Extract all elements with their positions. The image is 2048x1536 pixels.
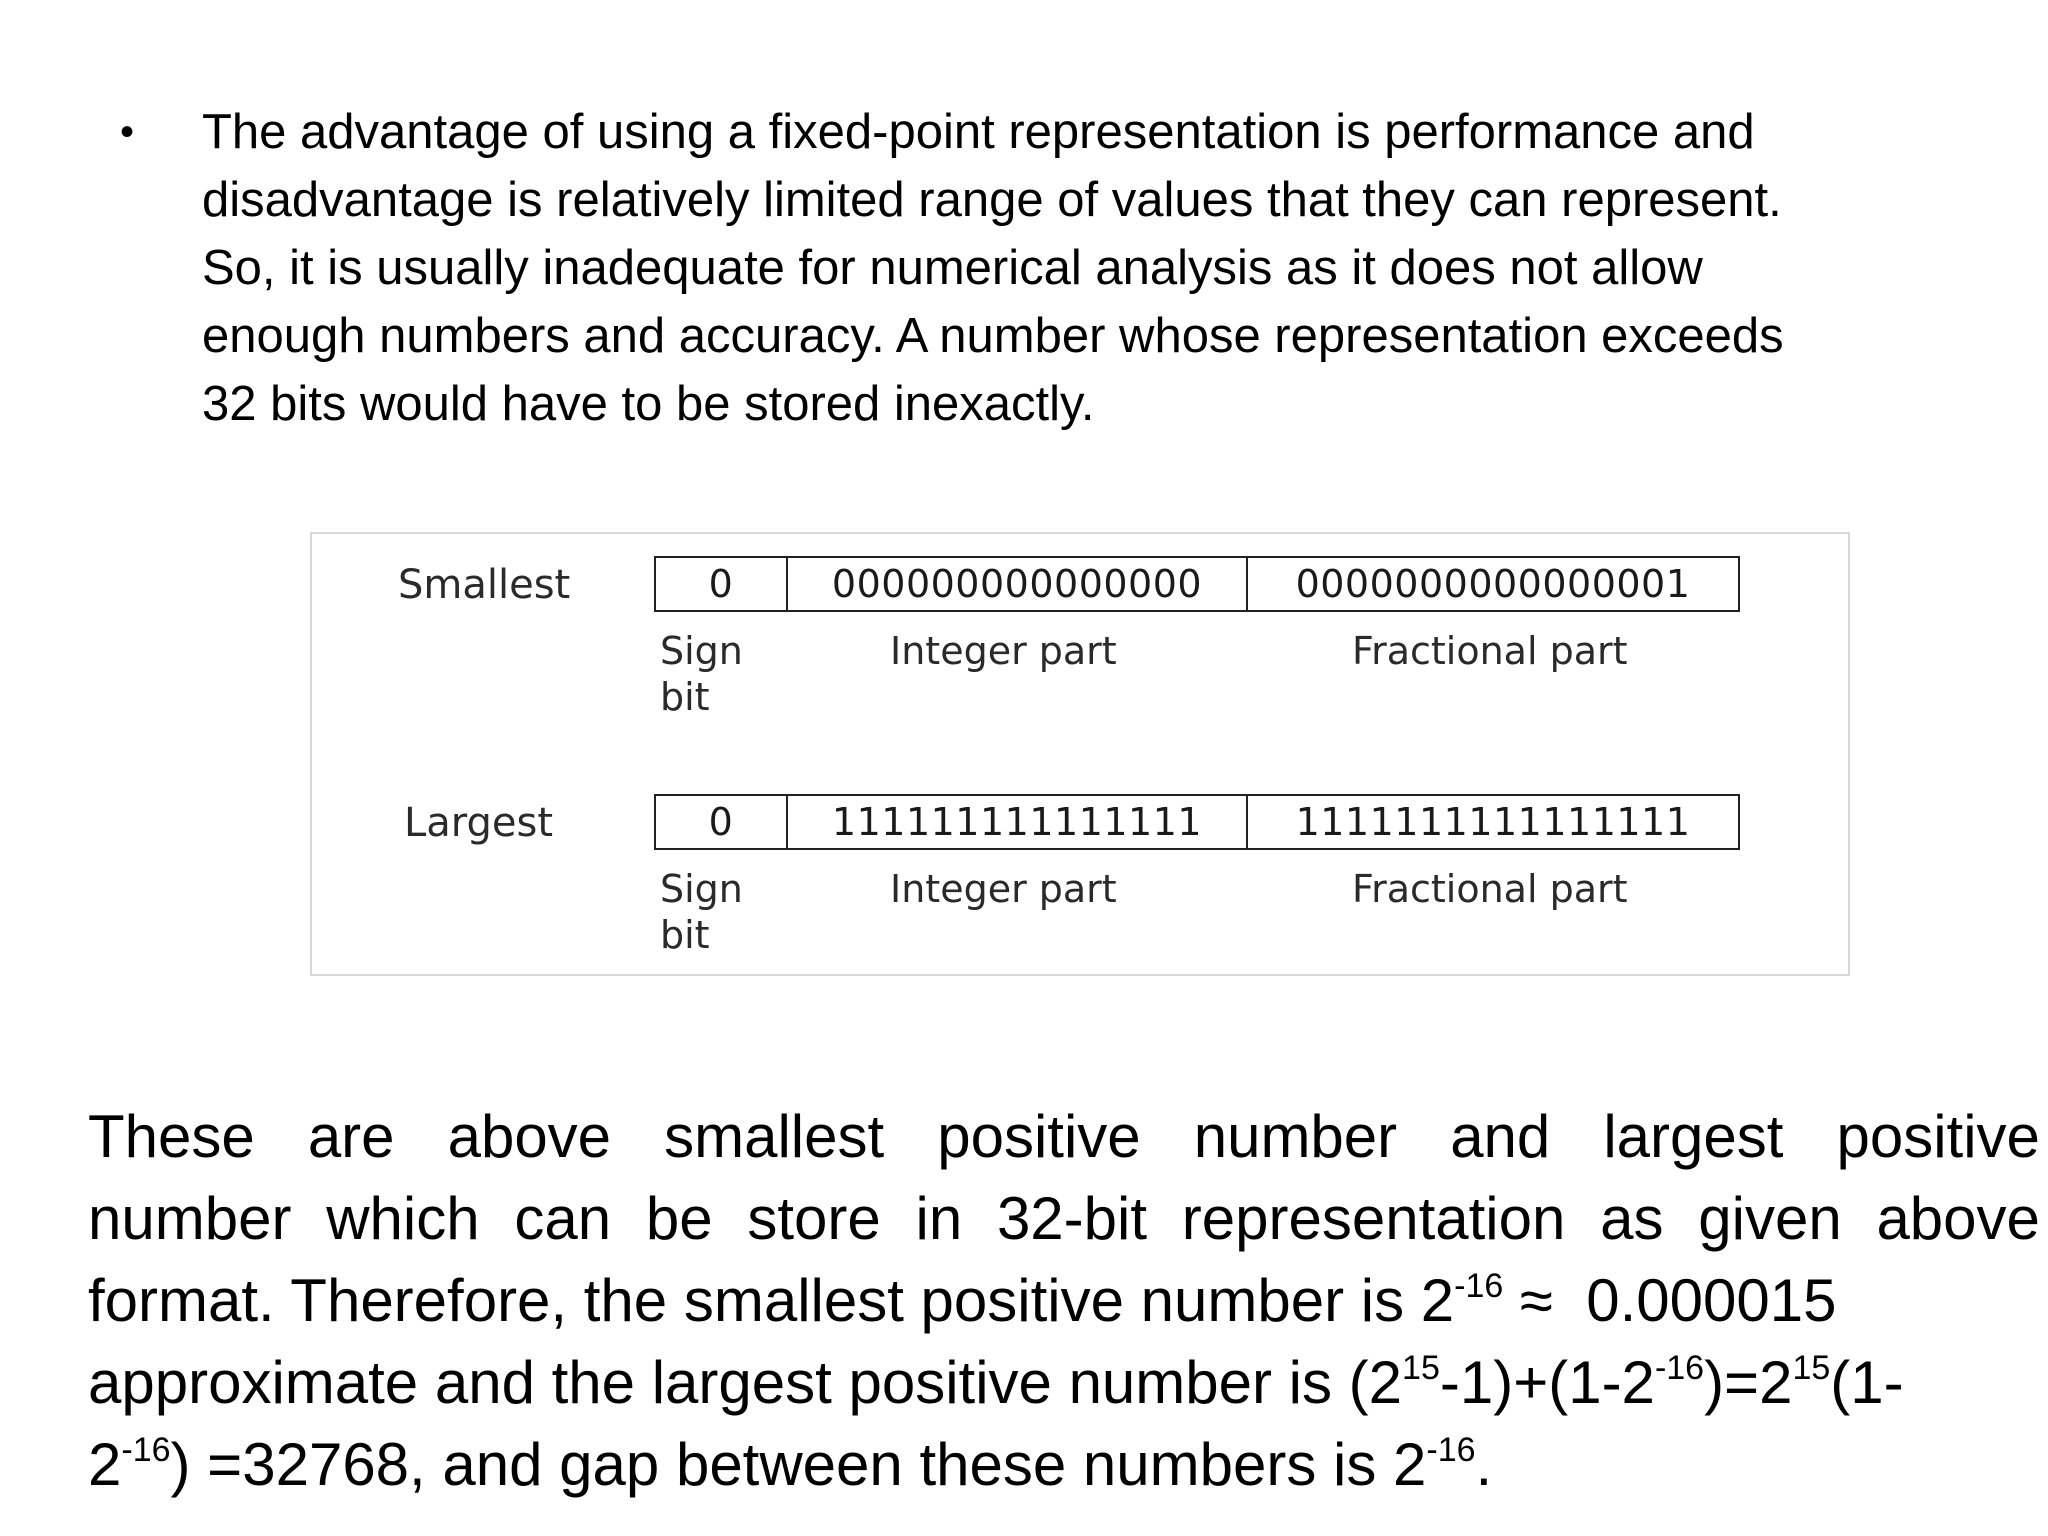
smallest-sign-label: Sign xyxy=(660,629,743,673)
word: given xyxy=(1698,1185,1842,1252)
smallest-sign-bit: 0 xyxy=(656,558,788,610)
text-segment: . xyxy=(1475,1431,1493,1498)
word: above xyxy=(1876,1185,2040,1252)
largest-sign-label: Sign xyxy=(660,867,743,911)
largest-sign-bit: 0 xyxy=(656,796,788,848)
superscript: -16 xyxy=(1654,1349,1705,1387)
superscript: 15 xyxy=(1792,1349,1831,1387)
superscript: -16 xyxy=(1454,1267,1504,1305)
word: be xyxy=(645,1185,713,1252)
word: smallest xyxy=(664,1103,885,1170)
smallest-label: Smallest xyxy=(398,562,571,608)
smallest-integer-label: Integer part xyxy=(890,629,1117,673)
text-segment: (1- xyxy=(1830,1349,1904,1416)
text-segment: format. Therefore, the smallest positive number is 2 xyxy=(88,1267,1455,1334)
largest-label: Largest xyxy=(404,800,554,846)
text-segment: ) =32768, and gap between these numbers is 2 xyxy=(170,1431,1427,1498)
word: store xyxy=(747,1185,881,1252)
largest-fraction-label: Fractional part xyxy=(1352,867,1628,911)
smallest-fraction-label: Fractional part xyxy=(1352,629,1628,673)
word: above xyxy=(447,1103,612,1170)
word: These xyxy=(88,1103,255,1170)
bullet-text xyxy=(202,98,2002,438)
word: in xyxy=(915,1185,963,1252)
word: can xyxy=(514,1185,612,1252)
largest-integer-bits: 111111111111111 xyxy=(788,796,1248,848)
largest-fraction-bits: 1111111111111111 xyxy=(1295,800,1691,844)
word: and xyxy=(1450,1103,1551,1170)
explanation-paragraph xyxy=(88,1096,2040,1506)
word: largest xyxy=(1603,1103,1784,1170)
paragraph-line-3 xyxy=(88,1260,2040,1342)
largest-integer-label: Integer part xyxy=(890,867,1117,911)
bullet-line: disadvantage is relatively limited range of values that they can represent. xyxy=(202,173,1782,227)
smallest-fraction-bits: 0000000000000001 xyxy=(1295,562,1691,606)
smallest-sign-label-bit: bit xyxy=(660,675,710,719)
largest-sign-label-bit: bit xyxy=(660,913,710,957)
word: are xyxy=(307,1103,395,1170)
superscript: 15 xyxy=(1402,1349,1440,1387)
bullet-dot: • xyxy=(120,110,135,154)
text-segment: )=2 xyxy=(1704,1349,1793,1416)
word: as xyxy=(1600,1185,1664,1252)
line3-text xyxy=(88,1260,1837,1342)
text-segment: 2 xyxy=(88,1431,122,1498)
fixed-point-figure xyxy=(310,532,1850,976)
line4-text xyxy=(88,1342,1904,1424)
word: representation xyxy=(1181,1185,1566,1252)
paragraph-line-1 xyxy=(88,1096,2040,1178)
bullet-line: 32 bits would have to be stored inexactly. xyxy=(202,377,1095,431)
smallest-bits-row xyxy=(654,556,1740,612)
largest-bits-row xyxy=(654,794,1740,850)
line5-text xyxy=(88,1424,1492,1506)
paragraph-line-2 xyxy=(88,1178,2040,1260)
bullet-line: The advantage of using a fixed-point representation is performance and xyxy=(202,105,1755,159)
word: which xyxy=(326,1185,480,1252)
text-segment: approximate and the largest positive number is (2 xyxy=(88,1349,1403,1416)
smallest-integer-bits: 000000000000000 xyxy=(788,558,1248,610)
superscript: -16 xyxy=(1426,1431,1476,1469)
word: number xyxy=(88,1185,292,1252)
superscript: -16 xyxy=(121,1431,171,1469)
word: positive xyxy=(937,1103,1141,1170)
bullet-line: enough numbers and accuracy. A number whose representation exceeds xyxy=(202,309,1784,363)
word: number xyxy=(1193,1103,1398,1170)
word: 32-bit xyxy=(996,1185,1148,1252)
text-segment: ≈ 0.000015 xyxy=(1503,1267,1837,1334)
paragraph-line-4 xyxy=(88,1342,2040,1424)
bullet-line: So, it is usually inadequate for numerical analysis as it does not allow xyxy=(202,241,1703,295)
paragraph-line-5 xyxy=(88,1424,2040,1506)
word: positive xyxy=(1836,1103,2040,1170)
text-segment: -1)+(1-2 xyxy=(1439,1349,1655,1416)
